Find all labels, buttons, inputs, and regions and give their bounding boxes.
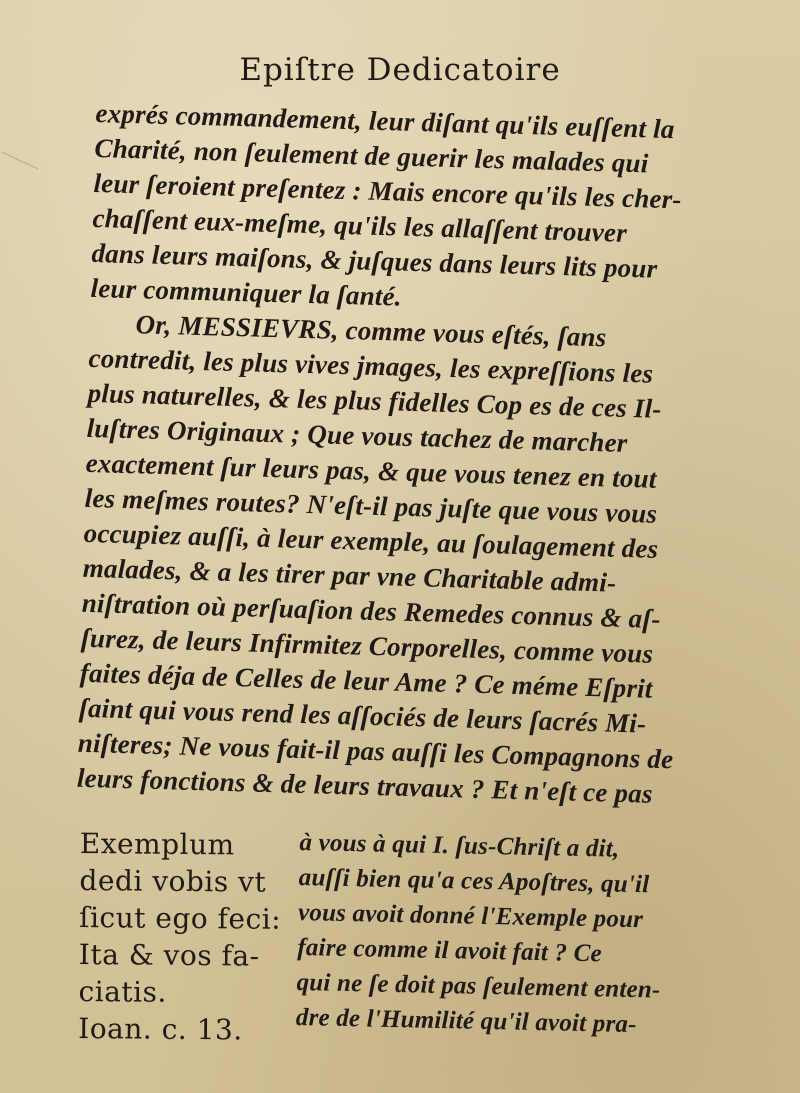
margin-line: ſicut ego feci:	[79, 900, 282, 936]
text-line: exactement ſur leurs pas, & que vous tenez en tout	[85, 447, 657, 494]
text-line: vous avoit donné l'Exemple pour	[297, 898, 644, 934]
page-crease	[2, 152, 39, 170]
margin-line: Ita & vos fa-	[78, 937, 260, 973]
text-line: ſurez, de leurs Infirmitez Corporelles, comme vous	[80, 622, 654, 669]
margin-line: Exemplum	[79, 826, 235, 862]
text-line: faites déja de Celles de leur Ame ? Ce méme Eſprit	[79, 657, 653, 704]
continued-paragraph	[296, 822, 770, 1042]
text-line: niſtration où perſuaſion des Remedes connus & aſ-	[81, 587, 662, 634]
text-line: leur ſeroient preſentez : Mais encore qu'ils les cher-	[93, 167, 683, 215]
text-line: les meſmes routes? N'eſt-il pas juſte que vous vous	[84, 482, 658, 529]
text-line: dans leurs maiſons, & juſques dans leurs lits pour	[91, 237, 658, 284]
text-line: occupiez auſſi, à leur exemple, au ſoulagement des	[83, 517, 659, 564]
text-line: leurs fonctions & de leurs travaux ? Et n'eſt ce pas	[76, 762, 654, 809]
text-line: chaſſent eux-meſme, qu'ils les allaſſent trouver	[92, 202, 628, 248]
text-line: dre de l'Humilité qu'il avoit pra-	[295, 1003, 637, 1039]
text-line: qui ne ſe doit pas ſeulement enten-	[296, 968, 661, 1004]
text-line: niſteres; Ne vous fait-il pas auſſi les Compagnons de	[77, 727, 674, 775]
text-line: plus naturelles, & les plus fidelles Cop es de ces Il-	[87, 377, 662, 424]
running-header: Epiſtre Dedicatoire	[239, 52, 561, 88]
margin-line: dedi vobis vt	[79, 863, 267, 899]
text-line: faire comme il avoit fait ? Ce	[297, 933, 603, 968]
text-line: ſaint qui vous rend les aſſociés de leurs ſacrés Mi-	[78, 692, 647, 739]
text-line: malades, & a les tirer par vne Charitable admi-	[82, 552, 617, 598]
text-line: Charité, non ſeulement de guerir les malades qui	[94, 132, 649, 179]
text-line: leur communiquer la ſanté.	[90, 272, 403, 312]
text-line: exprés commandement, leur diſant qu'ils euſſent la	[95, 97, 675, 145]
marginal-citation	[78, 825, 290, 1049]
margin-line: Ioan. c. 13.	[78, 1011, 243, 1047]
main-paragraph	[76, 96, 775, 815]
text-line: contredit, les plus vives jmages, les expreſſions les	[88, 342, 654, 389]
text-line: Or, MESSIEVRS, comme vous eſtés, ſans	[135, 309, 607, 353]
margin-line: ciatis.	[78, 974, 168, 1009]
text-line: luſtres Originaux ; Que vous tachez de marcher	[86, 412, 628, 458]
text-line: auſſi bien qu'a ces Apoſtres, qu'il	[298, 863, 650, 899]
text-line: à vous à qui I. ſus-Chriſt a dit,	[299, 828, 620, 863]
